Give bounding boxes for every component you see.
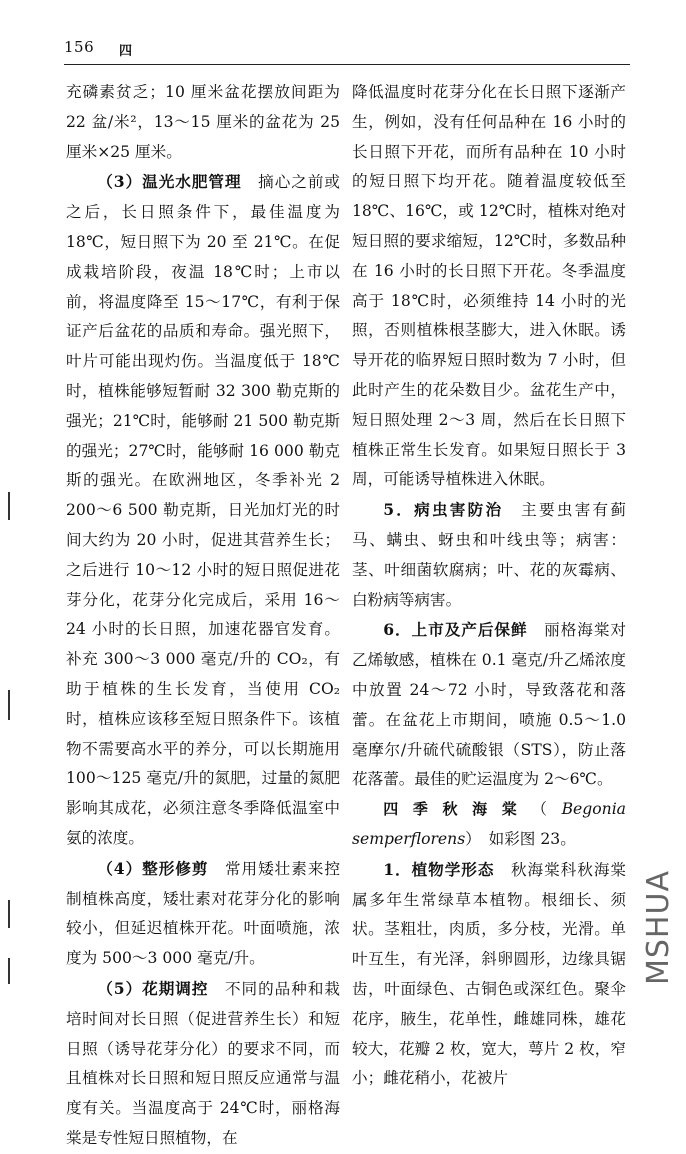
paragraph-body: 常用矮壮素来控制植株高度，矮壮素对花芽分化的影响较小，但延迟植株开花。叶面喷施，浓度为 500～3 000 毫克/升。 <box>66 859 340 968</box>
paren-close: ） <box>465 829 473 848</box>
scan-margin-mark <box>8 958 10 984</box>
section-heading: 1．植物学形态 <box>383 859 495 879</box>
figure-reference: 如彩图 23。 <box>488 829 576 848</box>
paragraph-body: 秋海棠科秋海棠属多年生常绿草本植物。根细长、须状。茎粗壮，肉质，多分枝，光滑。单叶互生，有光泽，斜卵圆形，边缘具锯齿，叶面绿色、古铜色或深红色。聚伞花序，腋生，花单性，雌雄同株，雄花较大，花瓣 2 枚，宽大，萼片 2 枚，窄小；雌花稍小，花被片 <box>352 860 626 1088</box>
paragraph-body: 摘心之前或之后，长日照条件下，最佳温度为 18℃，短日照下为 20 至 21℃。在促成栽培阶段，夜温 18℃时；上市以前，将温度降至 15～17℃，有利于保证产后盆花的品质和寿命。强光照下，叶片可能出现灼伤。当温度低于 18℃时，植株能够短暂耐 32 300 勒克斯的强光；21℃时，能够耐 21 500 勒克斯的强光；27℃时，能够耐 16 000 勒克斯的强光。在欧洲地区，冬季补光 2 200～6 500 勒克斯，日光加灯光的时间大约为 20 小时，促进其营养生长；之后进行 10～12 小时的短日照促进花芽分化，花芽分化完成后，采用 16～24 小时的长日照，加速花器官发育。补充 300～3 000 毫克/升的 CO₂，有助于植株的生长发育，当使用 CO₂ 时，植株应该移至短日照条件下。该植物不需要高水平的养分，可以长期施用 100～125 毫克/升的氮肥，过量的氮肥影响其成花，必须注意冬季降低温室中氨的浓度。 <box>66 173 340 847</box>
header-rule <box>64 64 630 65</box>
section-heading: （5）花期调控 <box>97 978 209 998</box>
section-heading: （3）温光水肥管理 <box>97 172 242 192</box>
page-header <box>64 36 630 62</box>
left-column <box>66 78 340 1154</box>
watermark-text: MSHUA <box>641 870 676 985</box>
paragraph <box>66 167 340 853</box>
paragraph <box>352 495 626 615</box>
paragraph-body: 丽格海棠对乙烯敏感，植株在 0.1 毫克/升乙烯浓度中放置 24～72 小时，导致落花和落蕾。在盆花上市期间，喷施 0.5～1.0 毫摩尔/升硫代硫酸银（STS），防止落花落蕾。最佳的贮运温度为 2～6℃。 <box>352 621 626 789</box>
paren-open: （ <box>531 800 562 819</box>
section-heading: （4）整形修剪 <box>97 858 209 878</box>
paragraph-body: 主要虫害有蓟马、螨虫、蚜虫和叶线虫等；病害：茎、叶细菌软腐病；叶、花的灰霉病、白粉病等病害。 <box>352 501 626 609</box>
paragraph: 充磷素贫乏；10 厘米盆花摆放间距为 22 盆/米²，13～15 厘米的盆花为 25 厘米×25 厘米。 <box>66 83 340 161</box>
paragraph <box>66 854 340 974</box>
paragraph <box>352 795 626 855</box>
page-number: 156 <box>64 38 95 56</box>
scan-margin-mark <box>8 690 10 720</box>
section-heading: 6．上市及产后保鲜 <box>383 620 528 640</box>
scan-margin-mark <box>8 492 10 520</box>
section-heading: 5．病虫害防治 <box>383 500 504 520</box>
paragraph <box>352 615 626 795</box>
scan-margin-mark <box>8 900 10 928</box>
paragraph-body: 不同的品种和栽培时间对长日照（促进营养生长）和短日照（诱导花芽分化）的要求不同，而且植株对长日照和短日照反应通常与温度有关。当温度高于 24℃时，丽格海棠是专性短日照植物，在 <box>66 979 340 1147</box>
plant-title: 四季秋海棠 <box>383 800 532 819</box>
chapter-mark: 四 <box>119 44 133 59</box>
paragraph: 降低温度时花芽分化在长日照下逐渐产生，例如，没有任何品种在 16 小时的长日照下开花，而所有品种在 10 小时的短日照下均开花。随着温度较低至 18℃、16℃，或 12℃时，植株对绝对短日照的要求缩短，12℃时，多数品种在 16 小时的长日照下开花。冬季温度高于 18℃时，必须维持 14 小时的光照，否则植株根茎膨大，进入休眠。诱导开花的临界短日照时数为 7 小时，但此时产生的花朵数目少。盆花生产中，短日照处理 2～3 周，然后在长日照下植株正常生长发育。如果短日照长于 3 周，可能诱导植株进入休眠。 <box>352 83 626 489</box>
latin-name: Begonia semperflorens <box>352 800 626 848</box>
right-column <box>352 78 626 1094</box>
paragraph <box>352 855 626 1094</box>
